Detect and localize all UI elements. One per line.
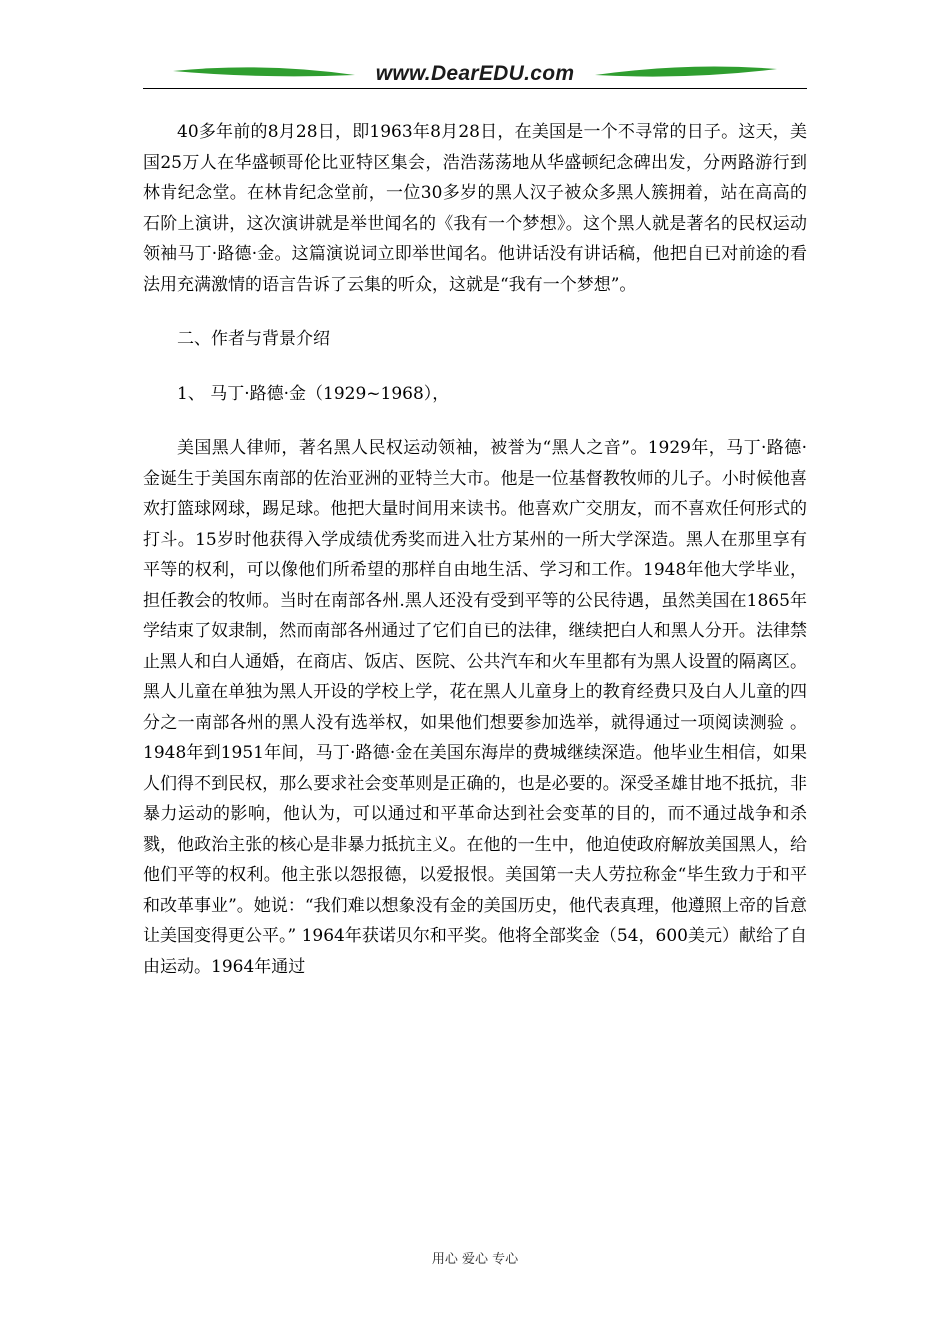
page-header	[143, 58, 807, 92]
subsection-heading: 1、 马丁·路德·金（1929~1968），	[177, 383, 450, 404]
section-heading: 二、作者与背景介绍	[177, 329, 330, 349]
paragraph-biography: 美国黑人律师，著名黑人民权运动领袖，被誉为“黑人之音”。1929年，马丁·路德·金诞生于美国东南部的佐治亚洲的亚特兰大市。他是一位基督教牧师的儿子。小时候他喜欢打篮球网球，踢足球。他把大量时间用来读书。他喜欢广交朋友，而不喜欢任何形式的打斗。15岁时他获得入学成绩优秀奖而进入壮方某州的一所大学深造。黑人在那里享有平等的权利，可以像他们所希望的那样自由地生活、学习和工作。1948年他大学毕业，担任教会的牧师。当时在南部各州.黑人还没有受到平等的公民待遇，虽然美国在1865年学结束了奴隶制，然而南部各州通过了它们自已的法律，继续把白人和黑人分开。法律禁止黑人和白人通婚，在商店、饭店、医院、公共汽车和火车里都有为黑人设置的隔离区。黑人儿童在单独为黑人开设的学校上学，花在黑人儿童身上的教育经费只及白人儿童的四分之一南部各州的黑人没有选举权，如果他们想要参加选举，就得通过一项阅读测验 。1948年到1951年间，马丁·路德·金在美国东海岸的费城继续深造。他毕业生相信，如果人们得不到民权，那么要求社会变革则是正确的，也是必要的。深受圣雄甘地不抵抗，非暴力运动的影响，他认为，可以通过和平革命达到社会变革的目的，而不通过战争和杀戮，他政治主张的核心是非暴力抵抗主义。在他的一生中，他迫使政府解放美国黑人，给他们平等的权利。他主张以怨报德，以爱报恨。美国第一夫人劳拉称金“毕生致力于和平和改革事业”。她说：“我们难以想象没有金的美国历史，他代表真理，他遵照上帝的旨意让美国变得更公平。” 1964年获诺贝尔和平奖。他将全部奖金（54，600美元）献给了自由运动。1964年通过	[143, 438, 807, 977]
site-logo-text: www.DearEDU.com	[375, 62, 575, 85]
paragraph-intro: 40多年前的8月28日，即1963年8月28日，在美国是一个不寻常的日子。这天，美国25万人在华盛顿哥伦比亚特区集会，浩浩荡荡地从华盛顿纪念碑出发，分两路游行到林肯纪念堂。在林肯纪念堂前，一位30多岁的黑人汉子被众多黑人簇拥着，站在高高的石阶上演讲，这次演讲就是举世闻名的《我有一个梦想》。这个黑人就是著名的民权运动领袖马丁·路德·金。这篇演说词立即举世闻名。他讲话没有讲话稿，他把自已对前途的看法用充满激情的语言告诉了云集的听众，这就是“我有一个梦想”。	[143, 122, 807, 295]
page-footer: 用心 爱心 专心	[431, 1252, 519, 1267]
document-body	[143, 117, 807, 982]
header-divider	[143, 88, 807, 89]
